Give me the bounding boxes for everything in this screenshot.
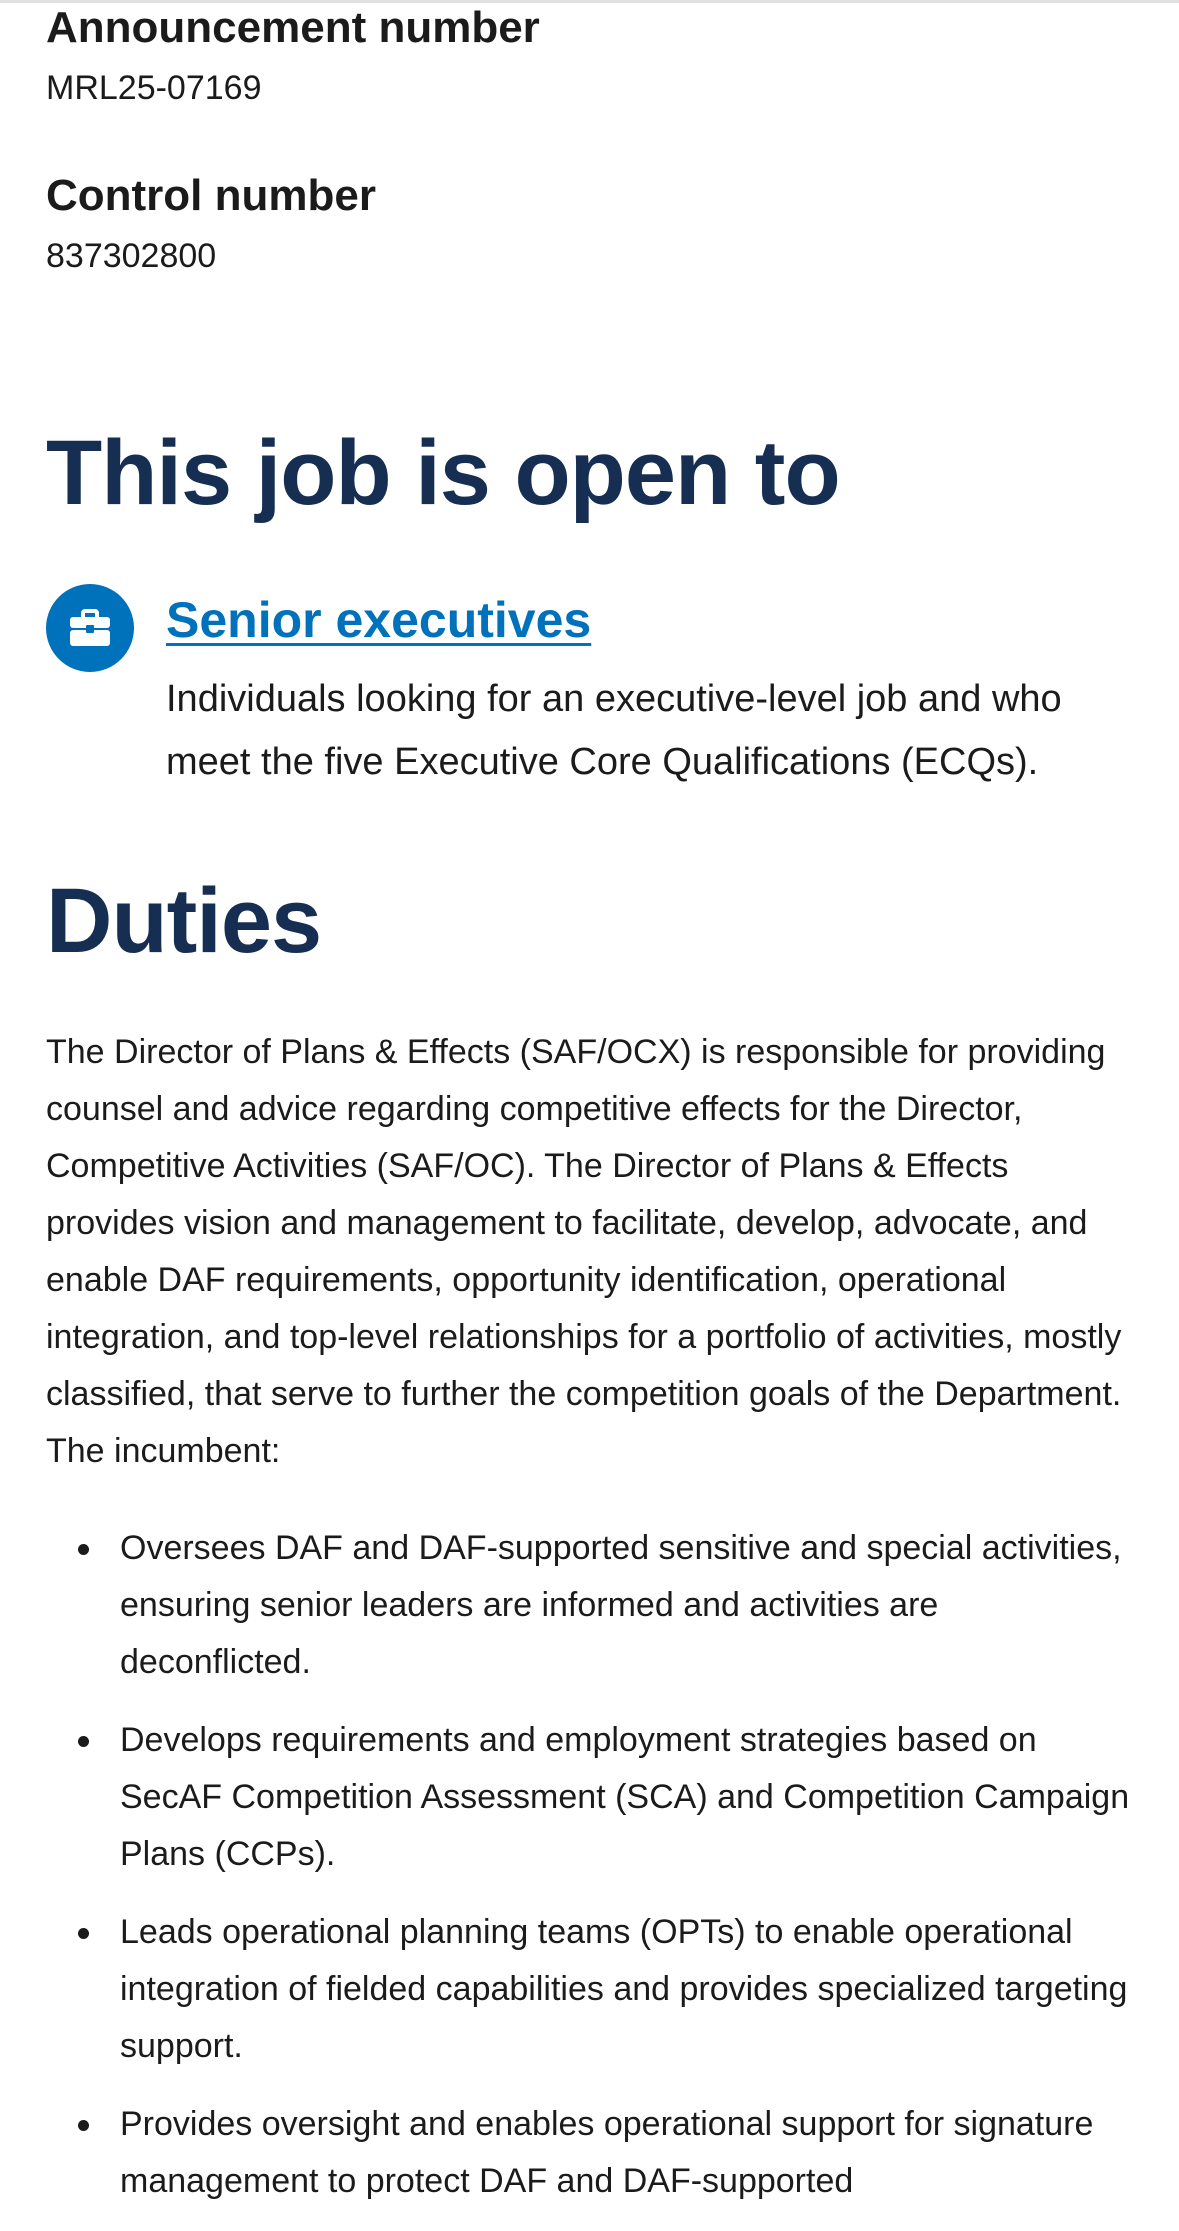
senior-executives-link[interactable]: Senior executives xyxy=(166,592,592,648)
announcement-number-value: MRL25-07169 xyxy=(46,69,262,107)
control-number-label: Control number xyxy=(46,171,376,220)
duties-intro-paragraph: The Director of Plans & Effects (SAF/OCX) is responsible for providing counsel and advice regarding competitive effects for the Director, Competitive Activities (SAF/OC). The Director of Plans & Effects provides vision and management to facilitate, develop, advocate, and enable DAF requirements, opportunity identification, operational integration, and top-level relationships for a portfolio of activities, mostly classified, that serve to further the competition goals of the Department. The incumbent: xyxy=(46,1033,1122,1470)
announcement-number-label: Announcement number xyxy=(46,3,540,52)
bullet-icon xyxy=(78,1928,89,1939)
control-number-value: 837302800 xyxy=(46,237,217,275)
duties-item-text: Provides oversight and enables operational support for signature management to protect DAF and DAF-supported xyxy=(120,2105,1094,2200)
duties-list-item xyxy=(46,1520,1136,1691)
control-number-block xyxy=(46,168,376,280)
bullet-icon xyxy=(78,1736,89,1747)
senior-executives-description: Individuals looking for an executive-level job and who meet the five Executive Core Qualifications (ECQs). xyxy=(166,678,1062,783)
duties-item-text: Develops requirements and employment strategies based on SecAF Competition Assessment (SCA) and Competition Campaign Plans (CCPs). xyxy=(120,1721,1130,1873)
open-to-heading: This job is open to xyxy=(46,422,840,524)
duties-list-item xyxy=(46,1712,1136,1883)
announcement-number-block xyxy=(46,0,540,112)
duties-list xyxy=(46,1520,1136,2231)
duties-item-text: Leads operational planning teams (OPTs) to enable operational integration of fielded capabilities and provides specialized targeting support. xyxy=(120,1913,1128,2065)
duties-list-item xyxy=(46,2096,1136,2210)
duties-heading: Duties xyxy=(46,870,322,972)
bullet-icon xyxy=(78,1544,89,1555)
duties-item-text: Oversees DAF and DAF-supported sensitive and special activities, ensuring senior leaders are informed and activities are deconflicted. xyxy=(120,1529,1122,1681)
briefcase-icon xyxy=(46,584,134,672)
duties-list-item xyxy=(46,1904,1136,2075)
bullet-icon xyxy=(78,2120,89,2131)
